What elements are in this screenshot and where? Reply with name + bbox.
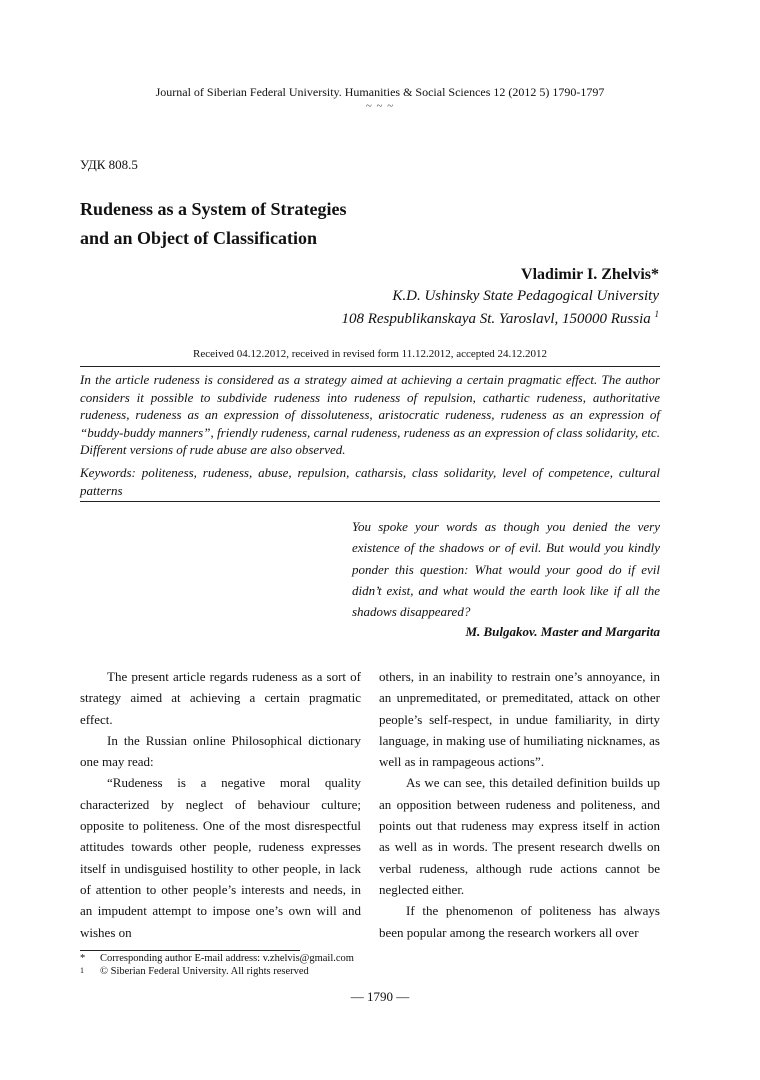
received-dates: Received 04.12.2012, received in revised form 11.12.2012, accepted 24.12.2012 — [193, 348, 547, 360]
author-name: Vladimir I. Zhelvis* — [521, 266, 659, 283]
body-paragraph: In the Russian online Philosophical dictionary one may read: — [80, 732, 361, 770]
footnote-corresponding — [80, 953, 354, 964]
affiliation-university: K.D. Ushinsky State Pedagogical University — [392, 288, 659, 304]
journal-header: Journal of Siberian Federal University. Humanities & Social Sciences 12 (2012 5) 1790-1797 — [155, 85, 605, 99]
abstract-top-rule — [80, 366, 660, 367]
footnote-copyright — [80, 966, 309, 977]
keywords: Keywords: politeness, rudeness, abuse, repulsion, catharsis, class solidarity, level of competence, cultural patterns — [80, 465, 660, 498]
page-number: — 1790 — — [350, 989, 410, 1004]
body-paragraph: The present article regards rudeness as a sort of strategy aimed at achieving a certain pragmatic effect. — [80, 669, 361, 727]
article-title — [80, 195, 500, 253]
footnote-mark: * — [80, 953, 86, 964]
footnote-text: © Siberian Federal University. All rights reserved — [100, 966, 309, 977]
abstract: In the article rudeness is considered as a strategy aimed at achieving a certain pragmatic effect. The author considers it possible to subdivide rudeness into rudeness of repulsion, cathartic rudeness, authoritative rudeness, rudeness as an expression of dissoluteness, aristocratic rudeness, rudeness as an expression of “buddy-buddy manners”, friendly rudeness, carnal rudeness, rudeness as an expression of class solidarity, etc. Different versions of rude abuse are also observed. — [80, 372, 660, 458]
body-paragraph: others, in an inability to restrain one’s annoyance, in an unpremeditated, or premeditated, attack on other people’s self-respect, in undue familiarity, in dirty language, in making use of humiliating nicknames, as well as in rampageous actions”. — [379, 669, 660, 770]
header-ornament: ~ ~ ~ — [365, 100, 395, 112]
footnote-mark: 1 — [80, 966, 84, 975]
abstract-bottom-rule — [80, 501, 660, 502]
title-line-1: Rudeness as a System of Strategies — [80, 199, 347, 219]
affiliation-address — [341, 309, 659, 328]
body-paragraph: As we can see, this detailed definition builds up an opposition between rudeness and politeness, and points out that rudeness may express itself in action as well as in words. The present research dwells on verbal rudeness, although rude actions cannot be neglected either. — [379, 775, 660, 897]
footnote-text: Corresponding author E-mail address: v.zhelvis@gmail.com — [100, 953, 354, 964]
body-column-right — [379, 666, 660, 943]
body-column-left — [80, 666, 361, 943]
affiliation-footnote-mark: 1 — [654, 309, 659, 319]
udk-code: УДК 808.5 — [80, 157, 138, 172]
body-paragraph: If the phenomenon of politeness has always been popular among the research workers all over — [379, 903, 660, 940]
footnote-rule — [80, 950, 300, 951]
epigraph-source: M. Bulgakov. Master and Margarita — [465, 624, 660, 639]
body-paragraph: “Rudeness is a negative moral quality characterized by neglect of behaviour culture; opposite to politeness. One of the most disrespectful attitudes towards other people, rudeness expresses itself in undisguised hostility to other people, in lack of attention to other people’s interests and needs, in an impudent attempt to impose one’s own will and wishes on — [80, 775, 361, 940]
affiliation-address-text: 108 Respublikanskaya St. Yaroslavl, 150000 Russia — [341, 311, 651, 327]
epigraph-quote: You spoke your words as though you denied the very existence of the shadows or of evil. But would you kindly ponder this question: What would your good do if evil didn’t exist, and what would the earth look like if all the shadows disappeared? — [352, 519, 660, 620]
title-line-2: and an Object of Classification — [80, 228, 318, 248]
